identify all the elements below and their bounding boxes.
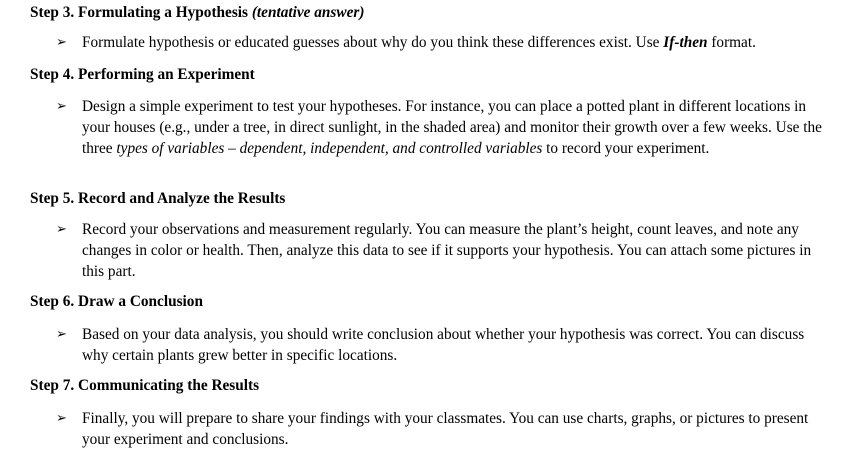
step-4-text-part: Design a simple experiment to test your hypotheses. For instance, you can place a potted plant in different locations in your houses (e.g., under a tree, in direct sunlight, in the shaded area) and monitor their growth over a few weeks. Use the three — [82, 98, 822, 158]
arrowhead-bullet-icon: ➢ — [56, 327, 67, 342]
step-3-heading — [30, 3, 364, 23]
arrowhead-bullet-icon: ➢ — [56, 411, 67, 426]
variables-emphasis: types of variables – dependent, independent, and controlled variables — [116, 140, 543, 158]
step-3-heading-italic: (tentative answer) — [251, 4, 365, 21]
step-6-heading — [30, 292, 203, 312]
arrowhead-bullet-icon: ➢ — [56, 35, 67, 50]
step-5-heading — [30, 189, 285, 209]
step-7-bullet-text: Finally, you will prepare to share your findings with your classmates. You can use charts, graphs, or pictures to present your experiment and conclusions. — [82, 410, 809, 449]
step-4-heading — [30, 65, 255, 85]
step-3-bullet-text — [82, 32, 827, 53]
step-6-heading-text: Step 6. Draw a Conclusion — [30, 293, 203, 310]
arrowhead-bullet-icon: ➢ — [56, 99, 67, 114]
step-4-heading-text: Step 4. Performing an Experiment — [30, 66, 255, 83]
step-3-text-part: format. — [707, 34, 756, 51]
step-4-bullet-text — [82, 96, 827, 160]
step-3-heading-text: Step 3. Formulating a Hypothesis — [30, 4, 248, 21]
if-then-emphasis: If-then — [663, 34, 708, 51]
step-4-text-part: to record your experiment. — [542, 140, 710, 158]
arrowhead-bullet-icon: ➢ — [56, 222, 67, 237]
step-3-text-part: Formulate hypothesis or educated guesses about why do you think these differences exist. Use — [82, 34, 664, 51]
step-5-heading-text: Step 5. Record and Analyze the Results — [30, 190, 286, 207]
step-7-heading — [30, 376, 259, 396]
step-7-heading-text: Step 7. Communicating the Results — [30, 377, 260, 394]
step-5-bullet-text: Record your observations and measurement regularly. You can measure the plant’s height, count leaves, and note any changes in color or health. Then, analyze this data to see if it supports your hypothesis. You can attach some pictures in this part. — [82, 221, 812, 281]
step-6-bullet-text: Based on your data analysis, you should write conclusion about whether your hypothesis was correct. You can discuss why certain plants grew better in specific locations. — [82, 326, 805, 365]
